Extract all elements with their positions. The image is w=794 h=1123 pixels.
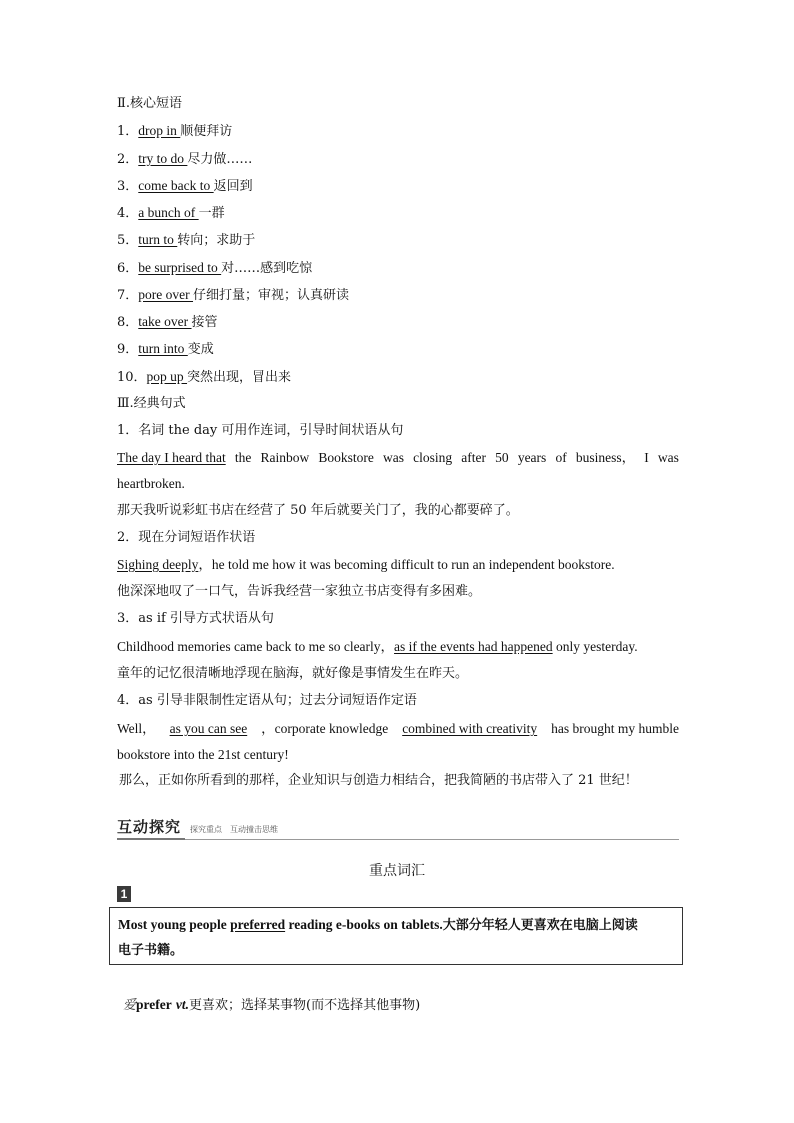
sentence-english [117, 720, 679, 738]
phrase-item [117, 150, 252, 169]
vocab-meaning: 更喜欢；选择某事物(而不选择其他事物) [189, 998, 421, 1013]
example-line-2: 电子书籍。 [118, 943, 184, 958]
phrase-number: 1． [117, 124, 139, 139]
word: has brought my humble [551, 721, 679, 736]
sentence-english [117, 449, 679, 467]
sentence-answer: as if the events had happened [394, 639, 553, 654]
sentence-answer: Sighing deeply [117, 557, 199, 572]
phrase-number: 8． [117, 315, 139, 330]
word: I [644, 450, 649, 465]
sentence-english-cont: bookstore into the 21st century! [117, 747, 289, 762]
example-en: reading e-books on tablets. [285, 917, 443, 932]
phrase-answer: be surprised to [138, 260, 222, 275]
phrase-item [117, 204, 225, 223]
word: years [517, 450, 547, 465]
example-keyword: preferred [230, 917, 286, 932]
vocab-word: prefer [136, 997, 172, 1012]
vocab-pos: vt. [175, 997, 190, 1012]
word: of [555, 450, 567, 465]
section-banner [117, 816, 679, 842]
phrase-item [117, 231, 255, 250]
sentence-answer: combined with creativity [402, 721, 538, 736]
example-en: Most young people [118, 917, 231, 932]
sentence-answer: as you can see [169, 721, 248, 736]
sentence-english-cont: heartbroken. [117, 476, 185, 491]
phrase-answer: pore over [138, 287, 194, 302]
item-number-badge: 1 [117, 886, 131, 902]
phrase-number: 6． [117, 261, 139, 276]
phrase-answer: turn into [138, 341, 188, 356]
phrase-number: 3． [117, 179, 139, 194]
phrase-item [117, 177, 253, 196]
section-divider [185, 839, 679, 840]
vocab-entry [123, 994, 420, 1013]
phrase-item [117, 340, 214, 359]
phrase-answer: pop up [146, 369, 188, 384]
phrase-number: 4． [117, 206, 139, 221]
sentence-chinese: 那天我听说彩虹书店在经营了 50 年后就要关门了，我的心都要碎了。 [117, 503, 519, 518]
example-sentence-box [109, 907, 683, 965]
phrase-meaning: 尽力做…… [187, 152, 253, 167]
phrase-answer: try to do [138, 151, 188, 166]
phrase-number: 10． [117, 370, 147, 385]
sentence-chinese: 他深深地叹了一口气，告诉我经营一家独立书店变得有多困难。 [117, 584, 482, 599]
phrase-meaning: 变成 [187, 342, 214, 357]
sentence-chinese: 童年的记忆很清晰地浮现在脑海，就好像是事情发生在昨天。 [117, 666, 469, 681]
sentence-title: 4．as 引导非限制性定语从句；过去分词短语作定语 [117, 693, 417, 708]
sentence-chinese: 那么，正如你所看到的那样，企业知识与创造力相结合，把我简陋的书店带入了 21 世纪！ [119, 773, 638, 788]
example-zh: 大部分年轻人更喜欢在电脑上阅读 [442, 918, 638, 933]
phrase-number: 2． [117, 152, 139, 167]
word: after [461, 450, 487, 465]
sentence-english [117, 556, 615, 574]
phrase-item [117, 122, 232, 141]
phrase-answer: turn to [138, 232, 178, 247]
sentence-before: Childhood memories came back to me so clearly， [117, 639, 395, 654]
sentence-english [117, 638, 638, 656]
phrase-meaning: 仔细打量；审视；认真研读 [193, 288, 350, 303]
word: 50 [495, 450, 509, 465]
word: Well， [117, 721, 156, 736]
phrase-meaning: 返回到 [213, 179, 253, 194]
phrase-meaning: 顺便拜访 [180, 124, 233, 139]
section-title: 互动探究 [117, 818, 182, 836]
vocab-icon: 爱 [123, 998, 137, 1013]
word: was [383, 450, 405, 465]
section-subtitle: 探究重点 互动撞击思维 [190, 825, 278, 834]
word: business， [575, 450, 636, 465]
sentence-answer: The day I heard that [117, 450, 226, 465]
phrase-answer: drop in [138, 123, 181, 138]
section-underline [117, 838, 185, 840]
phrase-number: 7． [117, 288, 139, 303]
sentence-after: only yesterday. [552, 639, 638, 654]
phrase-number: 5． [117, 233, 139, 248]
phrase-number: 9． [117, 342, 139, 357]
word: was [657, 450, 679, 465]
phrase-item [117, 286, 349, 305]
sentence-title: 1．名词 the day 可用作连词，引导时间状语从句 [117, 423, 404, 438]
sentence-title: 3．as if 引导方式状语从句 [117, 611, 274, 626]
phrase-answer: come back to [138, 178, 214, 193]
word: Rainbow [260, 450, 310, 465]
phrase-meaning: 一群 [198, 206, 225, 221]
phrase-meaning: 对……感到吃惊 [221, 261, 313, 276]
sentences-heading: Ⅲ.经典句式 [117, 396, 186, 411]
word: closing [413, 450, 453, 465]
phrase-meaning: 接管 [191, 315, 218, 330]
phrase-answer: a bunch of [138, 205, 199, 220]
phrases-heading: Ⅱ.核心短语 [117, 96, 182, 111]
word: ，corporate knowledge [261, 721, 389, 736]
phrase-item [117, 259, 312, 278]
sentence-rest: ，he told me how it was becoming difficult to run an independent bookstore. [198, 557, 615, 572]
phrase-item [117, 368, 291, 387]
phrase-item [117, 313, 218, 332]
sentence-title: 2．现在分词短语作状语 [117, 530, 256, 545]
word: the [234, 450, 252, 465]
phrase-meaning: 突然出现，冒出来 [187, 370, 292, 385]
example-line-1 [118, 912, 674, 938]
phrase-answer: take over [138, 314, 192, 329]
subsection-title: 重点词汇 [369, 863, 425, 879]
phrase-meaning: 转向；求助于 [177, 233, 256, 248]
word: Bookstore [318, 450, 374, 465]
